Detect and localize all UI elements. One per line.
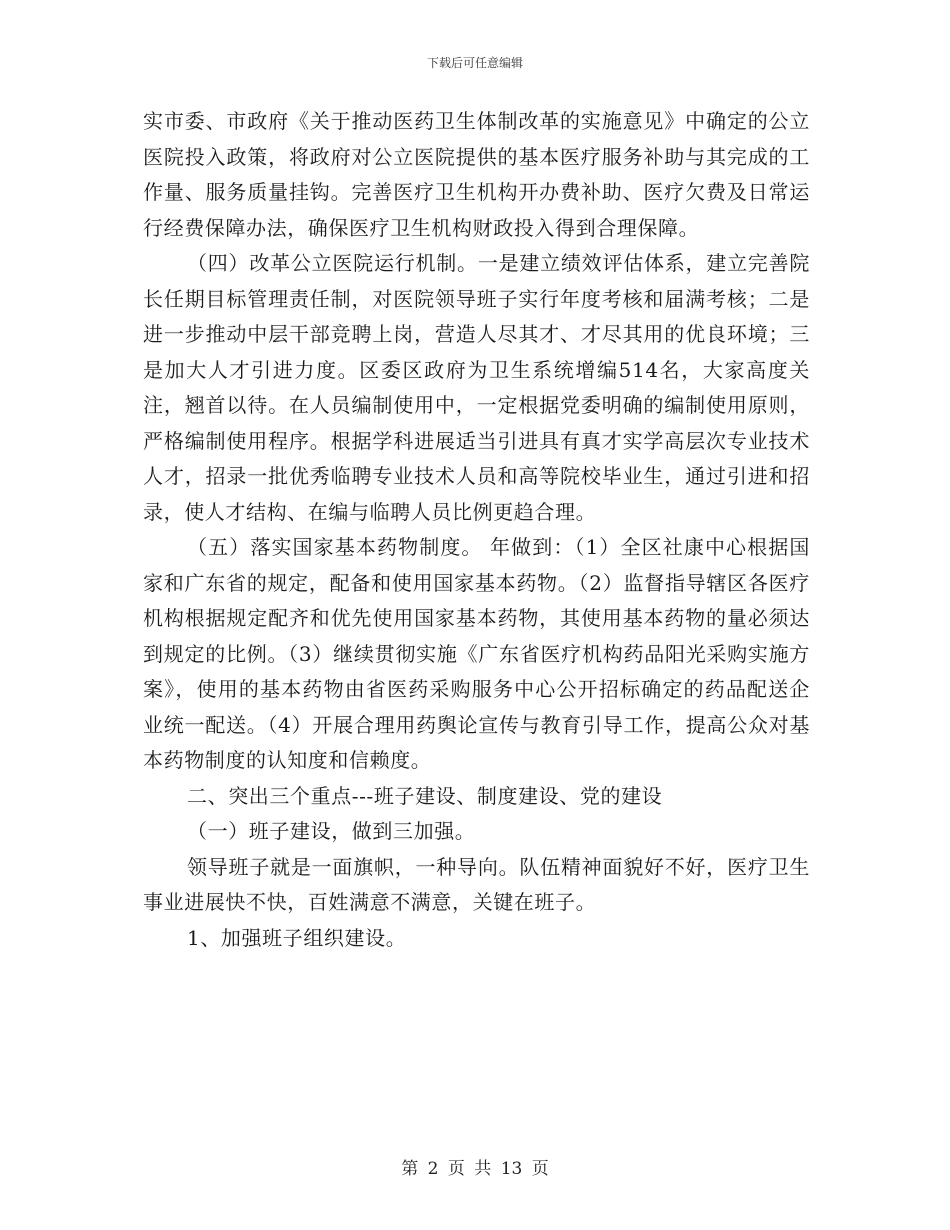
paragraph-2: （四）改革公立医院运行机制。一是建立绩效评估体系，建立完善院长任期目标管理责任制，对医院领导班子实行年度考核和届满考核；二是进一步推动中层干部竞聘上岗，营造人尽其才、才尽其用的优良环境；三是加大人才引进力度。区委区政府为卫生系统增编514名，大家高度关注，翘首以待。在人员编制使用中，一定根据党委明确的编制使用原则，严格编制使用程序。根据学科进展适当引进具有真才实学高层次专业技术人才，招录一批优秀临聘专业技术人员和高等院校毕业生，通过引进和招录，使人才结构、在编与临聘人员比例更趋合理。 [143, 251, 810, 524]
paragraph-3: （五）落实国家基本药物制度。 年做到：（1）全区社康中心根据国家和广东省的规定，配备和使用国家基本药物。（2）监督指导辖区各医疗机构根据规定配齐和优先使用国家基本药物，其使用基本药物的量必须达到规定的比例。（3）继续贯彻实施《广东省医疗机构药品阳光采购实施方案》，使用的基本药物由省医药采购服务中心公开招标确定的药品配送企业统一配送。（4）开展合理用药舆论宣传与教育引导工作，提高公众对基本药物制度的认知度和信赖度。 [143, 535, 810, 772]
document-body [143, 104, 810, 956]
item-heading: 1、加强班子组织建设。 [187, 925, 407, 950]
paragraph-1: 实市委、市政府《关于推动医药卫生体制改革的实施意见》中确定的公立医院投入政策，将政府对公立医院提供的基本医疗服务补助与其完成的工作量、服务质量挂钩。完善医疗卫生机构开办费补助、医疗欠费及日常运行经费保障办法，确保医疗卫生机构财政投入得到合理保障。 [143, 109, 810, 240]
page-header: 下载后可任意编辑 [426, 56, 523, 70]
section-heading: 二、突出三个重点---班子建设、制度建设、党的建设 [187, 783, 663, 808]
paragraph-4: 领导班子就是一面旗帜，一种导向。队伍精神面貌好不好，医疗卫生事业进展快不快，百姓满意不满意，关键在班子。 [143, 854, 810, 914]
page-number: 第 2 页 共 13 页 [401, 1159, 549, 1179]
subsection-heading: （一）班子建设，做到三加强。 [187, 819, 476, 843]
